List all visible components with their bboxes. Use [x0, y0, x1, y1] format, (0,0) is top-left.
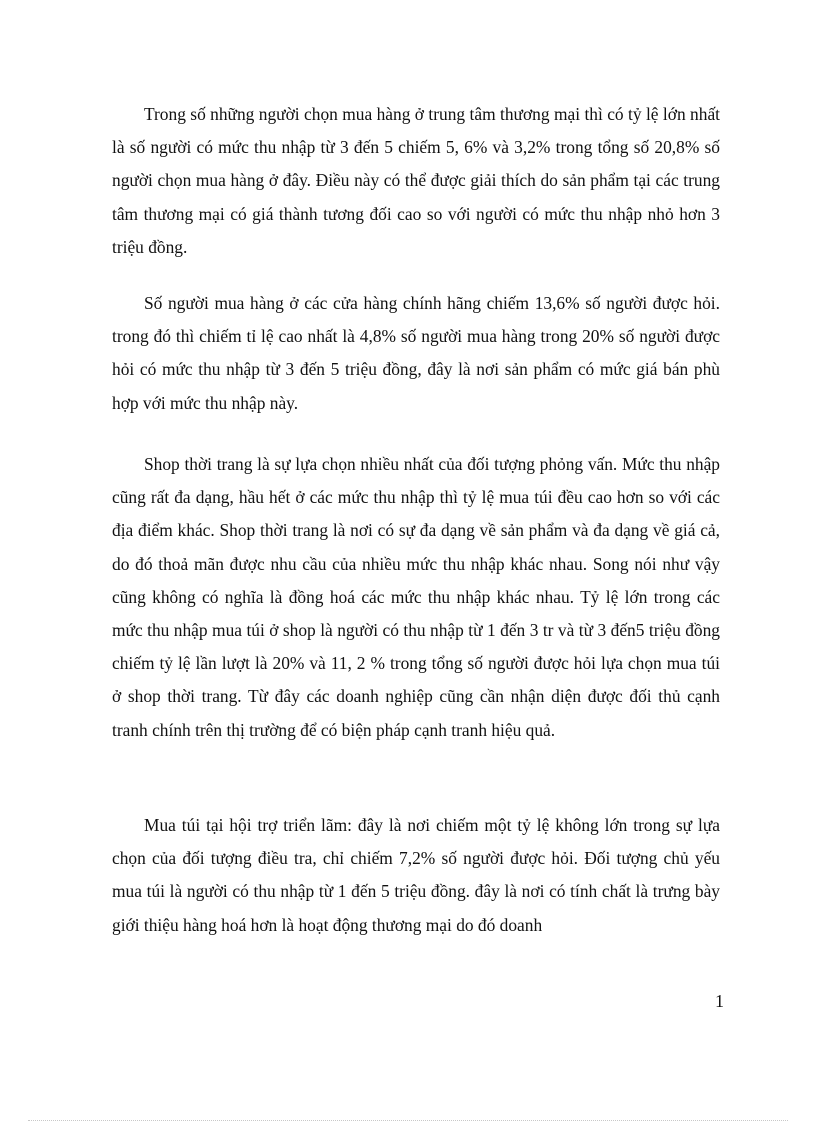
page-number: 1 — [715, 991, 724, 1011]
paragraph-fashion-shop: Shop thời trang là sự lựa chọn nhiều nhất của đối tượng phỏng vấn. Mức thu nhập cũng rất đa dạng, hầu hết ở các mức thu nhập thì tỷ lệ mua túi đều cao hơn so với các địa điểm khác. Shop thời trang là nơi có sự đa dạng về sản phẩm và đa dạng về giá cả, do đó thoả mãn được nhu cầu của nhiều mức thu nhập khác nhau. Song nói như vậy cũng không có nghĩa là đồng hoá các mức thu nhập khác nhau. Tỷ lệ lớn trong các mức thu nhập mua túi ở shop là người có thu nhập từ 1 đến 3 tr và từ 3 đến5 triệu đồng chiếm tỷ lệ lần lượt là 20% và 11, 2 % trong tổng số người được hỏi lựa chọn mua túi ở shop thời trang. Từ đây các doanh nghiệp cũng cần nhận diện được đối thủ cạnh tranh chính trên thị trường để có biện pháp cạnh tranh hiệu quả. — [112, 454, 720, 740]
paragraph-official-store: Số người mua hàng ở các cửa hàng chính hãng chiếm 13,6% số người được hỏi. trong đó thì chiếm tỉ lệ cao nhất là 4,8% số người mua hàng trong 20% số người được hỏi có mức thu nhập từ 3 đến 5 triệu đồng, đây là nơi sản phẩm có mức giá bán phù hợp với mức thu nhập này. — [112, 293, 720, 413]
paragraph-trade-fair: Mua túi tại hội trợ triển lãm: đây là nơi chiếm một tỷ lệ không lớn trong sự lựa chọn của đối tượng điều tra, chỉ chiếm 7,2% số người được hỏi. Đối tượng chủ yếu mua túi là người có thu nhập từ 1 đến 5 triệu đồng. đây là nơi có tính chất là trưng bày giới thiệu hàng hoá hơn là hoạt động thương mại do đó doanh — [112, 815, 720, 935]
paragraph-shopping-mall: Trong số những người chọn mua hàng ở trung tâm thương mại thì có tỷ lệ lớn nhất là số người có mức thu nhập từ 3 đến 5 chiếm 5, 6% và 3,2% trong tổng số 20,8% số người chọn mua hàng ở đây. Điều này có thể được giải thích do sản phẩm tại các trung tâm thương mại có giá thành tương đối cao so với người có mức thu nhập nhỏ hơn 3 triệu đồng. — [112, 104, 720, 257]
page-bottom-divider — [28, 1120, 788, 1121]
